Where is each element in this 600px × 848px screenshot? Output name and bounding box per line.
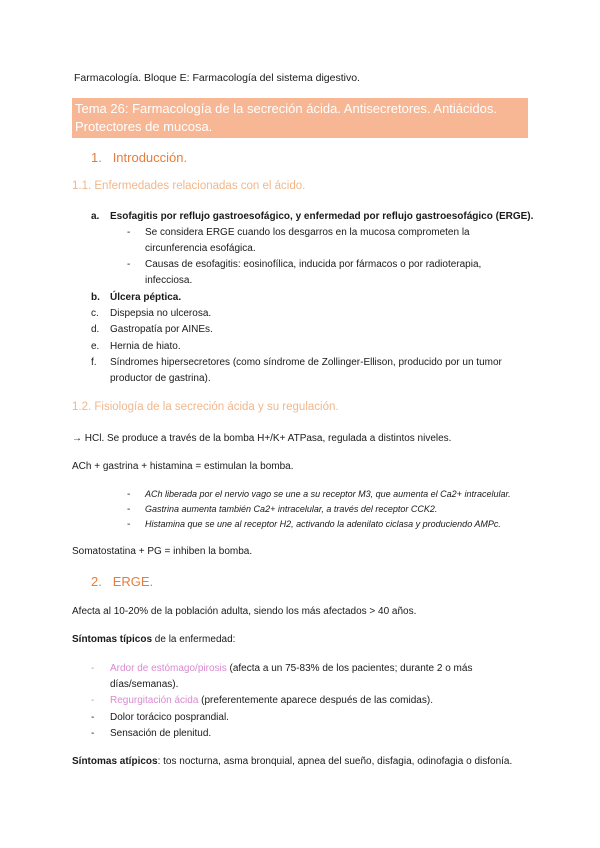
list-item-a: Esofagitis por reflujo gastroesofágico, y enfermedad por reflujo gastroesofágico (ERGE). xyxy=(110,211,534,222)
symptom-dash-1: - xyxy=(91,663,95,674)
list-label-c: c. xyxy=(91,308,99,319)
sintomas-atipicos-rest: : tos nocturna, asma bronquial, apnea del sueño, disfagia, odinofagia o disfonía. xyxy=(157,756,513,767)
sublist-dash-2: - xyxy=(127,259,131,270)
sintomas-tipicos-bold: Síntomas típicos xyxy=(72,634,153,645)
somatostatina-paragraph: Somatostatina + PG = inhiben la bomba. xyxy=(72,546,253,557)
section-1-number: 1. xyxy=(91,150,102,165)
section-2-title: ERGE. xyxy=(112,574,154,589)
section-1-title: Introducción. xyxy=(112,150,188,165)
symptom-3: Dolor torácico posprandial. xyxy=(110,712,229,723)
sintomas-tipicos-heading xyxy=(72,633,235,646)
list-item-d: Gastropatía por AINEs. xyxy=(110,324,213,335)
section-1-heading xyxy=(91,150,187,165)
section-2-number: 2. xyxy=(91,574,102,589)
sublist-dash-1: - xyxy=(127,227,131,238)
list-label-a: a. xyxy=(91,211,100,222)
list-label-f: f. xyxy=(91,357,97,368)
list-label-e: e. xyxy=(91,341,100,352)
mech-item-2: Gastrina aumenta también Ca2+ intracelular, a través del receptor CCK2. xyxy=(145,504,438,514)
list-item-b: Úlcera péptica. xyxy=(110,292,182,303)
symptom-1-line-2: días/semanas). xyxy=(110,679,179,690)
sublist-item-1-line-1: Se considera ERGE cuando los desgarros en la mucosa comprometen la xyxy=(145,227,470,238)
mech-dash-1: - xyxy=(127,489,131,500)
section-2-heading xyxy=(91,574,153,589)
sublist-item-1-line-2: circunferencia esofágica. xyxy=(145,243,256,254)
sublist-item-2-line-2: infecciosa. xyxy=(145,275,193,286)
symptom-dash-2: - xyxy=(91,695,95,706)
afecta-paragraph: Afecta al 10-20% de la población adulta, siendo los más afectados > 40 años. xyxy=(72,606,417,617)
document-header: Farmacología. Bloque E: Farmacología del sistema digestivo. xyxy=(74,72,360,84)
topic-title: Tema 26: Farmacología de la secreción ácida. Antisecretores. Antiácidos. Protectores de mucosa. xyxy=(72,98,528,138)
mech-dash-2: - xyxy=(127,504,131,515)
list-label-d: d. xyxy=(91,324,100,335)
symptom-1-detail: (afecta a un 75-83% de los pacientes; durante 2 o más xyxy=(226,663,473,674)
symptom-1-line-1 xyxy=(110,662,472,675)
hcl-paragraph: → HCl. Se produce a través de la bomba H+/K+ ATPasa, regulada a distintos niveles. xyxy=(72,433,452,444)
symptom-1-name: Ardor de estómago/pirosis xyxy=(110,663,227,674)
list-item-f-line-2: productor de gastrina). xyxy=(110,373,211,384)
list-label-b: b. xyxy=(91,292,100,303)
list-item-c: Dispepsia no ulcerosa. xyxy=(110,308,212,319)
subsection-1-2-heading: 1.2. Fisiología de la secreción ácida y su regulación. xyxy=(72,401,339,413)
sublist-item-2-line-1: Causas de esofagitis: eosinofílica, inducida por fármacos o por radioterapia, xyxy=(145,259,482,270)
mech-dash-3: - xyxy=(127,519,131,530)
symptom-2-name: Regurgitación ácida xyxy=(110,695,199,706)
subsection-1-1-heading: 1.1. Enfermedades relacionadas con el ácido. xyxy=(72,180,306,192)
sintomas-atipicos-bold: Síntomas atípicos xyxy=(72,756,158,767)
symptom-dash-4: - xyxy=(91,728,95,739)
sintomas-atipicos-paragraph xyxy=(72,755,512,768)
mech-item-3: Histamina que se une al receptor H2, activando la adenilato ciclasa y produciendo AMPc. xyxy=(145,519,501,529)
sintomas-tipicos-rest: de la enfermedad: xyxy=(152,634,236,645)
symptom-dash-3: - xyxy=(91,712,95,723)
symptom-2-detail: (preferentemente aparece después de las comidas). xyxy=(198,695,433,706)
list-item-f-line-1: Síndromes hipersecretores (como síndrome de Zollinger-Ellison, producido por un tumor xyxy=(110,357,502,368)
ach-paragraph: ACh + gastrina + histamina = estimulan la bomba. xyxy=(72,461,294,472)
mech-item-1: ACh liberada por el nervio vago se une a su receptor M3, que aumenta el Ca2+ intracelular. xyxy=(145,489,511,499)
list-item-e: Hernia de hiato. xyxy=(110,341,181,352)
symptom-4: Sensación de plenitud. xyxy=(110,728,212,739)
symptom-2 xyxy=(110,694,433,707)
